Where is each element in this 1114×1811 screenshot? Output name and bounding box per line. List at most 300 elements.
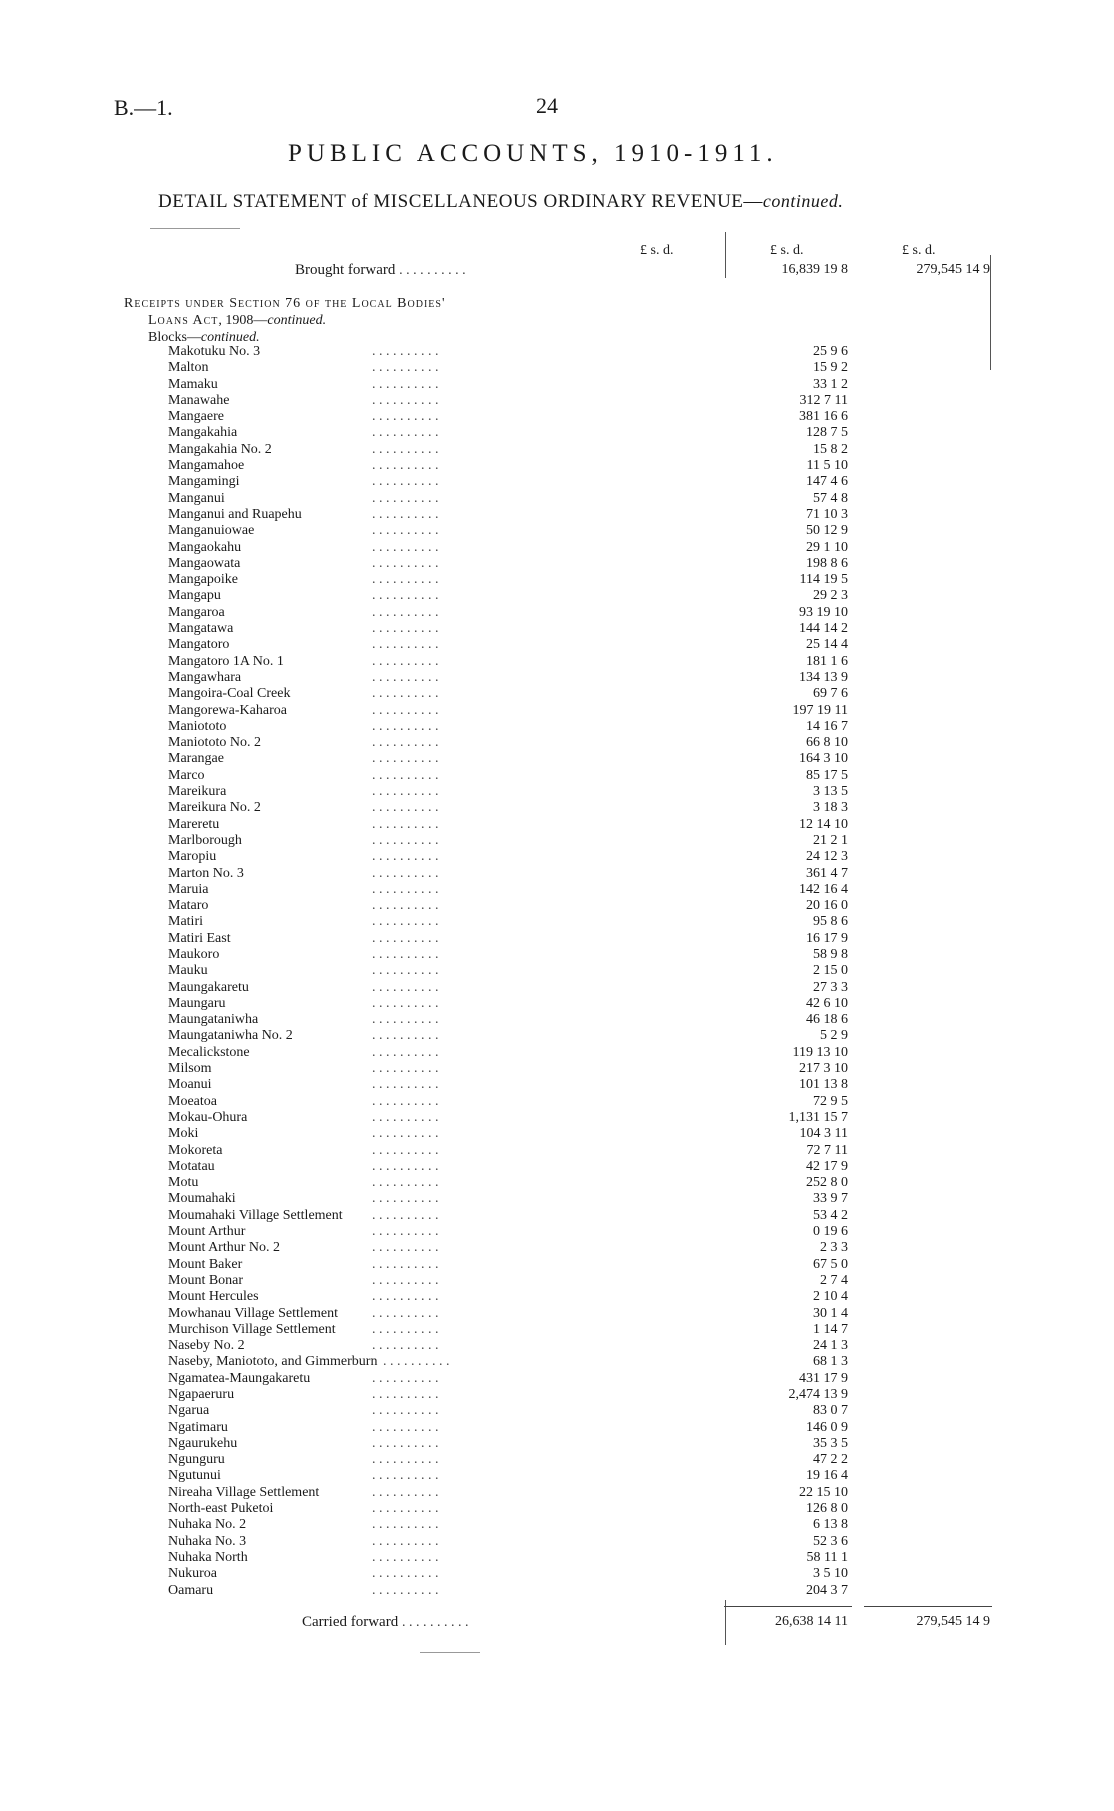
- sum-rule: [864, 1606, 992, 1607]
- table-row: [0, 1273, 1114, 1289]
- row-amount: 164 3 10: [799, 751, 848, 767]
- table-row: [0, 1028, 1114, 1044]
- dot-leader: . . . . . . . . . .: [372, 1142, 439, 1158]
- dot-leader: . . . . . . . . . .: [372, 458, 439, 474]
- row-amount: 29 2 3: [813, 588, 848, 604]
- row-name: Ngaurukehu: [168, 1435, 238, 1451]
- row-name: Mangamahoe: [168, 458, 245, 474]
- table-row: [0, 1354, 1114, 1370]
- dot-leader: . . . . . . . . . .: [372, 1093, 439, 1109]
- table-row: [0, 817, 1114, 833]
- table-row: [0, 963, 1114, 979]
- row-name: Nuhaka North: [168, 1549, 248, 1565]
- dot-leader: . . . . . . . . . .: [372, 1403, 439, 1419]
- table-row: [0, 605, 1114, 621]
- row-amount: 72 7 11: [806, 1142, 848, 1158]
- row-amount: 93 19 10: [799, 604, 848, 620]
- page-subtitle: [158, 191, 843, 213]
- row-amount: 33 9 7: [813, 1191, 848, 1207]
- subtitle-continued: continued.: [762, 191, 844, 211]
- table-row: [0, 1550, 1114, 1566]
- blocks-text: Blocks—: [148, 330, 201, 345]
- carried-forward-amount: 26,638 14 11: [775, 1614, 848, 1629]
- row-amount: 71 10 3: [806, 506, 848, 522]
- dot-leader: . . . . . . . . . .: [372, 1240, 439, 1256]
- dot-leader: . . . . . . . . . .: [372, 1582, 439, 1598]
- brought-forward-label: [295, 262, 466, 279]
- row-amount: 42 17 9: [806, 1158, 848, 1174]
- dot-leader: . . . . . . . . . .: [372, 1109, 439, 1125]
- dot-leader: . . . . . . . . . .: [372, 360, 439, 376]
- row-name: Mangaowata: [168, 555, 241, 571]
- row-name: Mangaokahu: [168, 539, 242, 555]
- row-name: North-east Puketoi: [168, 1501, 274, 1517]
- section-heading-continued: continued.: [267, 313, 327, 328]
- row-name: Nuhaka No. 2: [168, 1517, 247, 1533]
- row-name: Mangatawa: [168, 621, 234, 637]
- brought-forward-total: 279,545 14 9: [916, 262, 990, 277]
- dot-leader: . . . . . . . . . .: [372, 1126, 439, 1142]
- subtitle-text: DETAIL STATEMENT of MISCELLANEOUS ORDINARY REVENUE—: [158, 191, 763, 212]
- row-amount: 114 19 5: [799, 572, 848, 588]
- row-name: Mecalickstone: [168, 1044, 250, 1060]
- row-amount: 3 5 10: [813, 1566, 848, 1582]
- row-name: Maungataniwha: [168, 1012, 259, 1028]
- row-name: Ngapaeruru: [168, 1387, 235, 1402]
- table-row: [0, 1257, 1114, 1273]
- table-row: [0, 768, 1114, 784]
- dot-leader: . . . . . . . . . .: [372, 1044, 439, 1060]
- row-amount: 69 7 6: [813, 686, 848, 702]
- table-row: [0, 360, 1114, 376]
- dot-leader: . . . . . . . . . .: [372, 1387, 439, 1402]
- dot-leader: . . . . . . . . . .: [372, 1305, 439, 1321]
- dot-leader: . . . . . . . . . .: [372, 930, 439, 946]
- table-row: [0, 1436, 1114, 1452]
- brought-forward-text: Brought forward: [295, 262, 396, 278]
- row-name: Matiri East: [168, 930, 231, 946]
- table-row: [0, 1077, 1114, 1093]
- dot-leader: . . . . . . . . . .: [372, 816, 439, 832]
- dot-leader: . . . . . . . . . .: [372, 441, 439, 457]
- dot-leader: . . . . . . . . . .: [372, 539, 439, 555]
- table-row: [0, 914, 1114, 930]
- row-amount: 198 8 6: [806, 555, 848, 571]
- row-name: Manawahe: [168, 392, 230, 408]
- row-name: Maruia: [168, 881, 209, 897]
- table-row: [0, 931, 1114, 947]
- table-row: [0, 458, 1114, 474]
- row-amount: 431 17 9: [799, 1370, 848, 1386]
- dot-leader: . . . . . . . . . .: [372, 604, 439, 620]
- table-row: [0, 849, 1114, 865]
- row-name: Mangatoro 1A No. 1: [168, 653, 284, 669]
- row-amount: 142 16 4: [799, 881, 848, 897]
- row-amount: 14 16 7: [806, 718, 848, 734]
- row-name: Mangapu: [168, 588, 221, 604]
- row-amount: 35 3 5: [813, 1435, 848, 1451]
- row-amount: 85 17 5: [806, 767, 848, 783]
- row-name: Moumahaki Village Settlement: [168, 1207, 343, 1223]
- row-name: Naseby No. 2: [168, 1338, 245, 1354]
- dot-leader: . . . . . . . . . .: [372, 490, 439, 506]
- row-name: Moanui: [168, 1077, 212, 1093]
- row-amount: 312 7 11: [799, 392, 848, 408]
- row-name: Maungakaretu: [168, 979, 249, 995]
- table-row: [0, 654, 1114, 670]
- row-amount: 27 3 3: [813, 979, 848, 995]
- table-row: [0, 1159, 1114, 1175]
- row-name: Oamaru: [168, 1582, 214, 1598]
- row-amount: 30 1 4: [813, 1305, 848, 1321]
- row-name: Manganuiowae: [168, 523, 255, 539]
- dot-leader: . . . . . . . . . .: [372, 376, 439, 392]
- table-row: [0, 1012, 1114, 1028]
- row-name: Mangapoike: [168, 572, 238, 588]
- row-name: Maungataniwha No. 2: [168, 1028, 293, 1044]
- row-amount: 128 7 5: [806, 425, 848, 441]
- table-row: [0, 703, 1114, 719]
- table-row: [0, 474, 1114, 490]
- row-amount: 146 0 9: [806, 1419, 848, 1435]
- dot-leader: . . . . . . . . . .: [372, 669, 439, 685]
- dot-leader: . . . . . . . . . .: [372, 523, 439, 539]
- table-row: [0, 1566, 1114, 1582]
- table-row: [0, 751, 1114, 767]
- row-amount: 25 9 6: [813, 344, 848, 359]
- row-amount: 83 0 7: [813, 1403, 848, 1419]
- table-row: [0, 344, 1114, 360]
- row-name: Mangakahia No. 2: [168, 441, 272, 457]
- row-amount: 2 10 4: [813, 1289, 848, 1305]
- dot-leader: . . . . . . . . . .: [372, 1501, 439, 1517]
- row-name: Nukuroa: [168, 1566, 217, 1582]
- dot-leader: . . . . . . . . . .: [372, 751, 439, 767]
- col3-header: £ s. d.: [902, 243, 936, 258]
- row-amount: 2 15 0: [813, 963, 848, 979]
- table-row: [0, 1485, 1114, 1501]
- row-name: Mangakahia: [168, 425, 238, 441]
- row-name: Nireaha Village Settlement: [168, 1484, 320, 1500]
- row-amount: 3 18 3: [813, 800, 848, 816]
- dot-leader: . . . . . . . . . .: [372, 832, 439, 848]
- section-heading: Receipts under Section 76 of the Local Bodies': [124, 296, 446, 311]
- row-amount: 104 3 11: [799, 1126, 848, 1142]
- row-name: Manganui: [168, 490, 225, 506]
- row-amount: 2 7 4: [820, 1272, 848, 1288]
- row-name: Mangaroa: [168, 604, 225, 620]
- row-name: Mangorewa-Kaharoa: [168, 702, 287, 718]
- row-amount: 58 11 1: [806, 1549, 848, 1565]
- dot-leader: . . . . . . . . . .: [372, 865, 439, 881]
- row-name: Milsom: [168, 1061, 212, 1077]
- dot-leader: . . . . . . . . . .: [372, 1452, 439, 1468]
- dot-leader: . . . . . . . . . .: [372, 1207, 439, 1223]
- table-row: [0, 833, 1114, 849]
- row-name: Moeatoa: [168, 1093, 217, 1109]
- table-row: [0, 393, 1114, 409]
- row-amount: 181 1 6: [806, 653, 848, 669]
- row-amount: 361 4 7: [806, 865, 848, 881]
- table-row: [0, 866, 1114, 882]
- row-amount: 25 14 4: [806, 637, 848, 653]
- row-amount: 144 14 2: [799, 621, 848, 637]
- dot-leader: . . . . . . . . . .: [372, 767, 439, 783]
- table-row: [0, 1289, 1114, 1305]
- row-name: Moumahaki: [168, 1191, 236, 1207]
- row-amount: 33 1 2: [813, 376, 848, 392]
- row-name: Mangamingi: [168, 474, 240, 490]
- row-amount: 53 4 2: [813, 1207, 848, 1223]
- table-row: [0, 1240, 1114, 1256]
- page-title: PUBLIC ACCOUNTS, 1910-1911.: [288, 140, 778, 167]
- row-name: Mauku: [168, 963, 208, 979]
- row-amount: 24 12 3: [806, 849, 848, 865]
- row-name: Mataro: [168, 898, 209, 914]
- table-row: [0, 1420, 1114, 1436]
- dot-leader: . . . . . . . . . .: [372, 686, 439, 702]
- row-name: Mount Bonar: [168, 1272, 244, 1288]
- table-row: [0, 540, 1114, 556]
- row-name: Makotuku No. 3: [168, 344, 261, 359]
- row-name: Mareikura: [168, 784, 227, 800]
- carried-forward-label: [302, 1614, 468, 1631]
- row-amount: 0 19 6: [813, 1224, 848, 1240]
- table-row: [0, 442, 1114, 458]
- row-amount: 50 12 9: [806, 523, 848, 539]
- dot-leader: . . . . . . . . . .: [372, 637, 439, 653]
- dot-leader: . . . . . . . . . .: [372, 963, 439, 979]
- dot-leader: . . . . . . . . . .: [372, 1175, 439, 1191]
- dot-leader: . . . . . . . . . .: [372, 653, 439, 669]
- dot-leader: . . . . . . . . . .: [372, 506, 439, 522]
- table-row: [0, 1403, 1114, 1419]
- blocks-continued: continued.: [200, 330, 260, 345]
- row-name: Maropiu: [168, 849, 217, 865]
- table-row: [0, 719, 1114, 735]
- row-name: Moki: [168, 1126, 199, 1142]
- row-amount: 42 6 10: [806, 995, 848, 1011]
- row-name: Mangawhara: [168, 669, 242, 685]
- table-row: [0, 1468, 1114, 1484]
- table-row: [0, 1371, 1114, 1387]
- row-name: Mokau-Ohura: [168, 1109, 248, 1125]
- table-row: [0, 523, 1114, 539]
- row-name: Mamaku: [168, 376, 218, 392]
- row-name: Mareikura No. 2: [168, 800, 261, 816]
- table-row: [0, 1306, 1114, 1322]
- table-row: [0, 1501, 1114, 1517]
- row-name: Mokoreta: [168, 1142, 223, 1158]
- table-row: [0, 1322, 1114, 1338]
- table-row: [0, 556, 1114, 572]
- dot-leader: . . . . . . . . . .: [372, 1338, 439, 1354]
- row-name: Mangoira-Coal Creek: [168, 686, 291, 702]
- row-amount: 19 16 4: [806, 1468, 848, 1484]
- row-name: Mowhanau Village Settlement: [168, 1305, 338, 1321]
- dot-leader: . . . . . . . . . .: [372, 1272, 439, 1288]
- dot-leader: . . . . . . . . . .: [372, 702, 439, 718]
- row-name: Maniototo No. 2: [168, 735, 261, 751]
- table-row: [0, 1208, 1114, 1224]
- table-row: [0, 1094, 1114, 1110]
- dot-leader: . . . . . . . . . .: [372, 1566, 439, 1582]
- row-amount: 1,131 15 7: [788, 1109, 848, 1125]
- row-amount: 101 13 8: [799, 1077, 848, 1093]
- carried-forward-text: Carried forward: [302, 1614, 399, 1630]
- row-amount: 2 3 3: [820, 1240, 848, 1256]
- table-row: [0, 507, 1114, 523]
- dot-leader: . . . . . . . . . .: [372, 1370, 439, 1386]
- row-amount: 22 15 10: [799, 1484, 848, 1500]
- row-amount: 57 4 8: [813, 490, 848, 506]
- table-row: [0, 980, 1114, 996]
- row-amount: 68 1 3: [813, 1354, 848, 1370]
- table-row: [0, 377, 1114, 393]
- dot-leader: . . . . . . . . . .: [372, 1289, 439, 1305]
- table-row: [0, 670, 1114, 686]
- row-amount: 204 3 7: [806, 1582, 848, 1598]
- table-row: [0, 1191, 1114, 1207]
- row-name: Marangae: [168, 751, 224, 767]
- row-amount: 11 5 10: [806, 458, 848, 474]
- row-amount: 46 18 6: [806, 1012, 848, 1028]
- row-amount: 15 8 2: [813, 441, 848, 457]
- dot-leader: . . . . . . . . . .: [372, 735, 439, 751]
- row-amount: 95 8 6: [813, 914, 848, 930]
- row-amount: 134 13 9: [799, 669, 848, 685]
- table-row: [0, 996, 1114, 1012]
- row-name: Mangatoro: [168, 637, 230, 653]
- row-amount: 217 3 10: [799, 1061, 848, 1077]
- row-name: Mount Arthur No. 2: [168, 1240, 280, 1256]
- dot-leader: . . . . . . . . . .: [372, 1517, 439, 1533]
- section-heading-act: Loans Act: [148, 313, 219, 328]
- row-name: Marton No. 3: [168, 865, 244, 881]
- table-row: [0, 1534, 1114, 1550]
- row-name: Mount Hercules: [168, 1289, 259, 1305]
- carried-forward-total: 279,545 14 9: [916, 1614, 990, 1629]
- dot-leader: . . . . . . . . . .: [372, 898, 439, 914]
- dot-leader: . . . . . . . . . .: [372, 1549, 439, 1565]
- dot-leader: . . . . . . . . . .: [372, 572, 439, 588]
- table-row: [0, 735, 1114, 751]
- row-name: Nuhaka No. 3: [168, 1533, 247, 1549]
- dot-leader: . . . . . . . . . .: [372, 914, 439, 930]
- row-name: Motu: [168, 1175, 199, 1191]
- row-amount: 16 17 9: [806, 930, 848, 946]
- row-amount: 58 9 8: [813, 946, 848, 962]
- row-name: Naseby, Maniototo, and Gimmerburn: [168, 1354, 378, 1370]
- row-name: Manganui and Ruapehu: [168, 506, 302, 522]
- row-name: Murchison Village Settlement: [168, 1321, 336, 1337]
- dot-leader: . . . . . . . . . .: [372, 1533, 439, 1549]
- row-name: Mount Arthur: [168, 1224, 246, 1240]
- table-row: [0, 1143, 1114, 1159]
- revenue-table: [0, 344, 1114, 1599]
- row-name: Motatau: [168, 1158, 215, 1174]
- dot-leader: . . . . . . . . . .: [401, 1615, 469, 1630]
- dot-leader: . . . . . . . . . .: [383, 1354, 450, 1370]
- row-amount: 5 2 9: [820, 1028, 848, 1044]
- table-row: [0, 588, 1114, 604]
- table-row: [0, 1387, 1114, 1403]
- table-row: [0, 1338, 1114, 1354]
- row-name: Ngamatea-Maungakaretu: [168, 1370, 311, 1386]
- section-heading-line2: [148, 313, 326, 329]
- dot-leader: . . . . . . . . . .: [372, 344, 439, 359]
- bottom-rule: [420, 1652, 480, 1653]
- row-amount: 66 8 10: [806, 735, 848, 751]
- table-row: [0, 784, 1114, 800]
- row-amount: 3 13 5: [813, 784, 848, 800]
- dot-leader: . . . . . . . . . .: [372, 474, 439, 490]
- dot-leader: . . . . . . . . . .: [372, 979, 439, 995]
- row-amount: 20 16 0: [806, 898, 848, 914]
- dot-leader: . . . . . . . . . .: [372, 588, 439, 604]
- dot-leader: . . . . . . . . . .: [372, 1468, 439, 1484]
- table-row: [0, 898, 1114, 914]
- sum-rule: [724, 1606, 852, 1607]
- table-row: [0, 686, 1114, 702]
- table-row: [0, 1175, 1114, 1191]
- dot-leader: . . . . . . . . . .: [372, 1028, 439, 1044]
- row-amount: 72 9 5: [813, 1093, 848, 1109]
- row-name: Mount Baker: [168, 1256, 243, 1272]
- row-name: Matiri: [168, 914, 203, 930]
- table-row: [0, 800, 1114, 816]
- row-amount: 6 13 8: [813, 1517, 848, 1533]
- table-row: [0, 1061, 1114, 1077]
- row-amount: 52 3 6: [813, 1533, 848, 1549]
- table-row: [0, 1045, 1114, 1061]
- row-amount: 67 5 0: [813, 1256, 848, 1272]
- row-name: Mareretu: [168, 816, 220, 832]
- row-amount: 381 16 6: [799, 409, 848, 425]
- row-amount: 252 8 0: [806, 1175, 848, 1191]
- dot-leader: . . . . . . . . . .: [372, 555, 439, 571]
- column-rule: [725, 232, 726, 278]
- col1-header: £ s. d.: [640, 243, 674, 258]
- row-name: Maniototo: [168, 718, 227, 734]
- dot-leader: . . . . . . . . . .: [372, 392, 439, 408]
- dot-leader: . . . . . . . . . .: [372, 1256, 439, 1272]
- document-reference: B.—1.: [114, 95, 173, 120]
- dot-leader: . . . . . . . . . .: [372, 1012, 439, 1028]
- dot-leader: . . . . . . . . . .: [372, 881, 439, 897]
- row-amount: 29 1 10: [806, 539, 848, 555]
- table-row: [0, 1452, 1114, 1468]
- table-row: [0, 1224, 1114, 1240]
- table-row: [0, 491, 1114, 507]
- dot-leader: . . . . . . . . . .: [372, 1158, 439, 1174]
- row-amount: 12 14 10: [799, 816, 848, 832]
- row-name: Mangaere: [168, 409, 224, 425]
- row-name: Maungaru: [168, 995, 226, 1011]
- dot-leader: . . . . . . . . . .: [372, 849, 439, 865]
- row-name: Malton: [168, 360, 209, 376]
- table-row: [0, 1583, 1114, 1599]
- table-row: [0, 572, 1114, 588]
- dot-leader: . . . . . . . . . .: [372, 1224, 439, 1240]
- row-amount: 147 4 6: [806, 474, 848, 490]
- dot-leader: . . . . . . . . . .: [372, 1077, 439, 1093]
- table-row: [0, 1110, 1114, 1126]
- row-amount: 24 1 3: [813, 1338, 848, 1354]
- table-row: [0, 409, 1114, 425]
- top-rule: [150, 228, 240, 229]
- row-amount: 47 2 2: [813, 1452, 848, 1468]
